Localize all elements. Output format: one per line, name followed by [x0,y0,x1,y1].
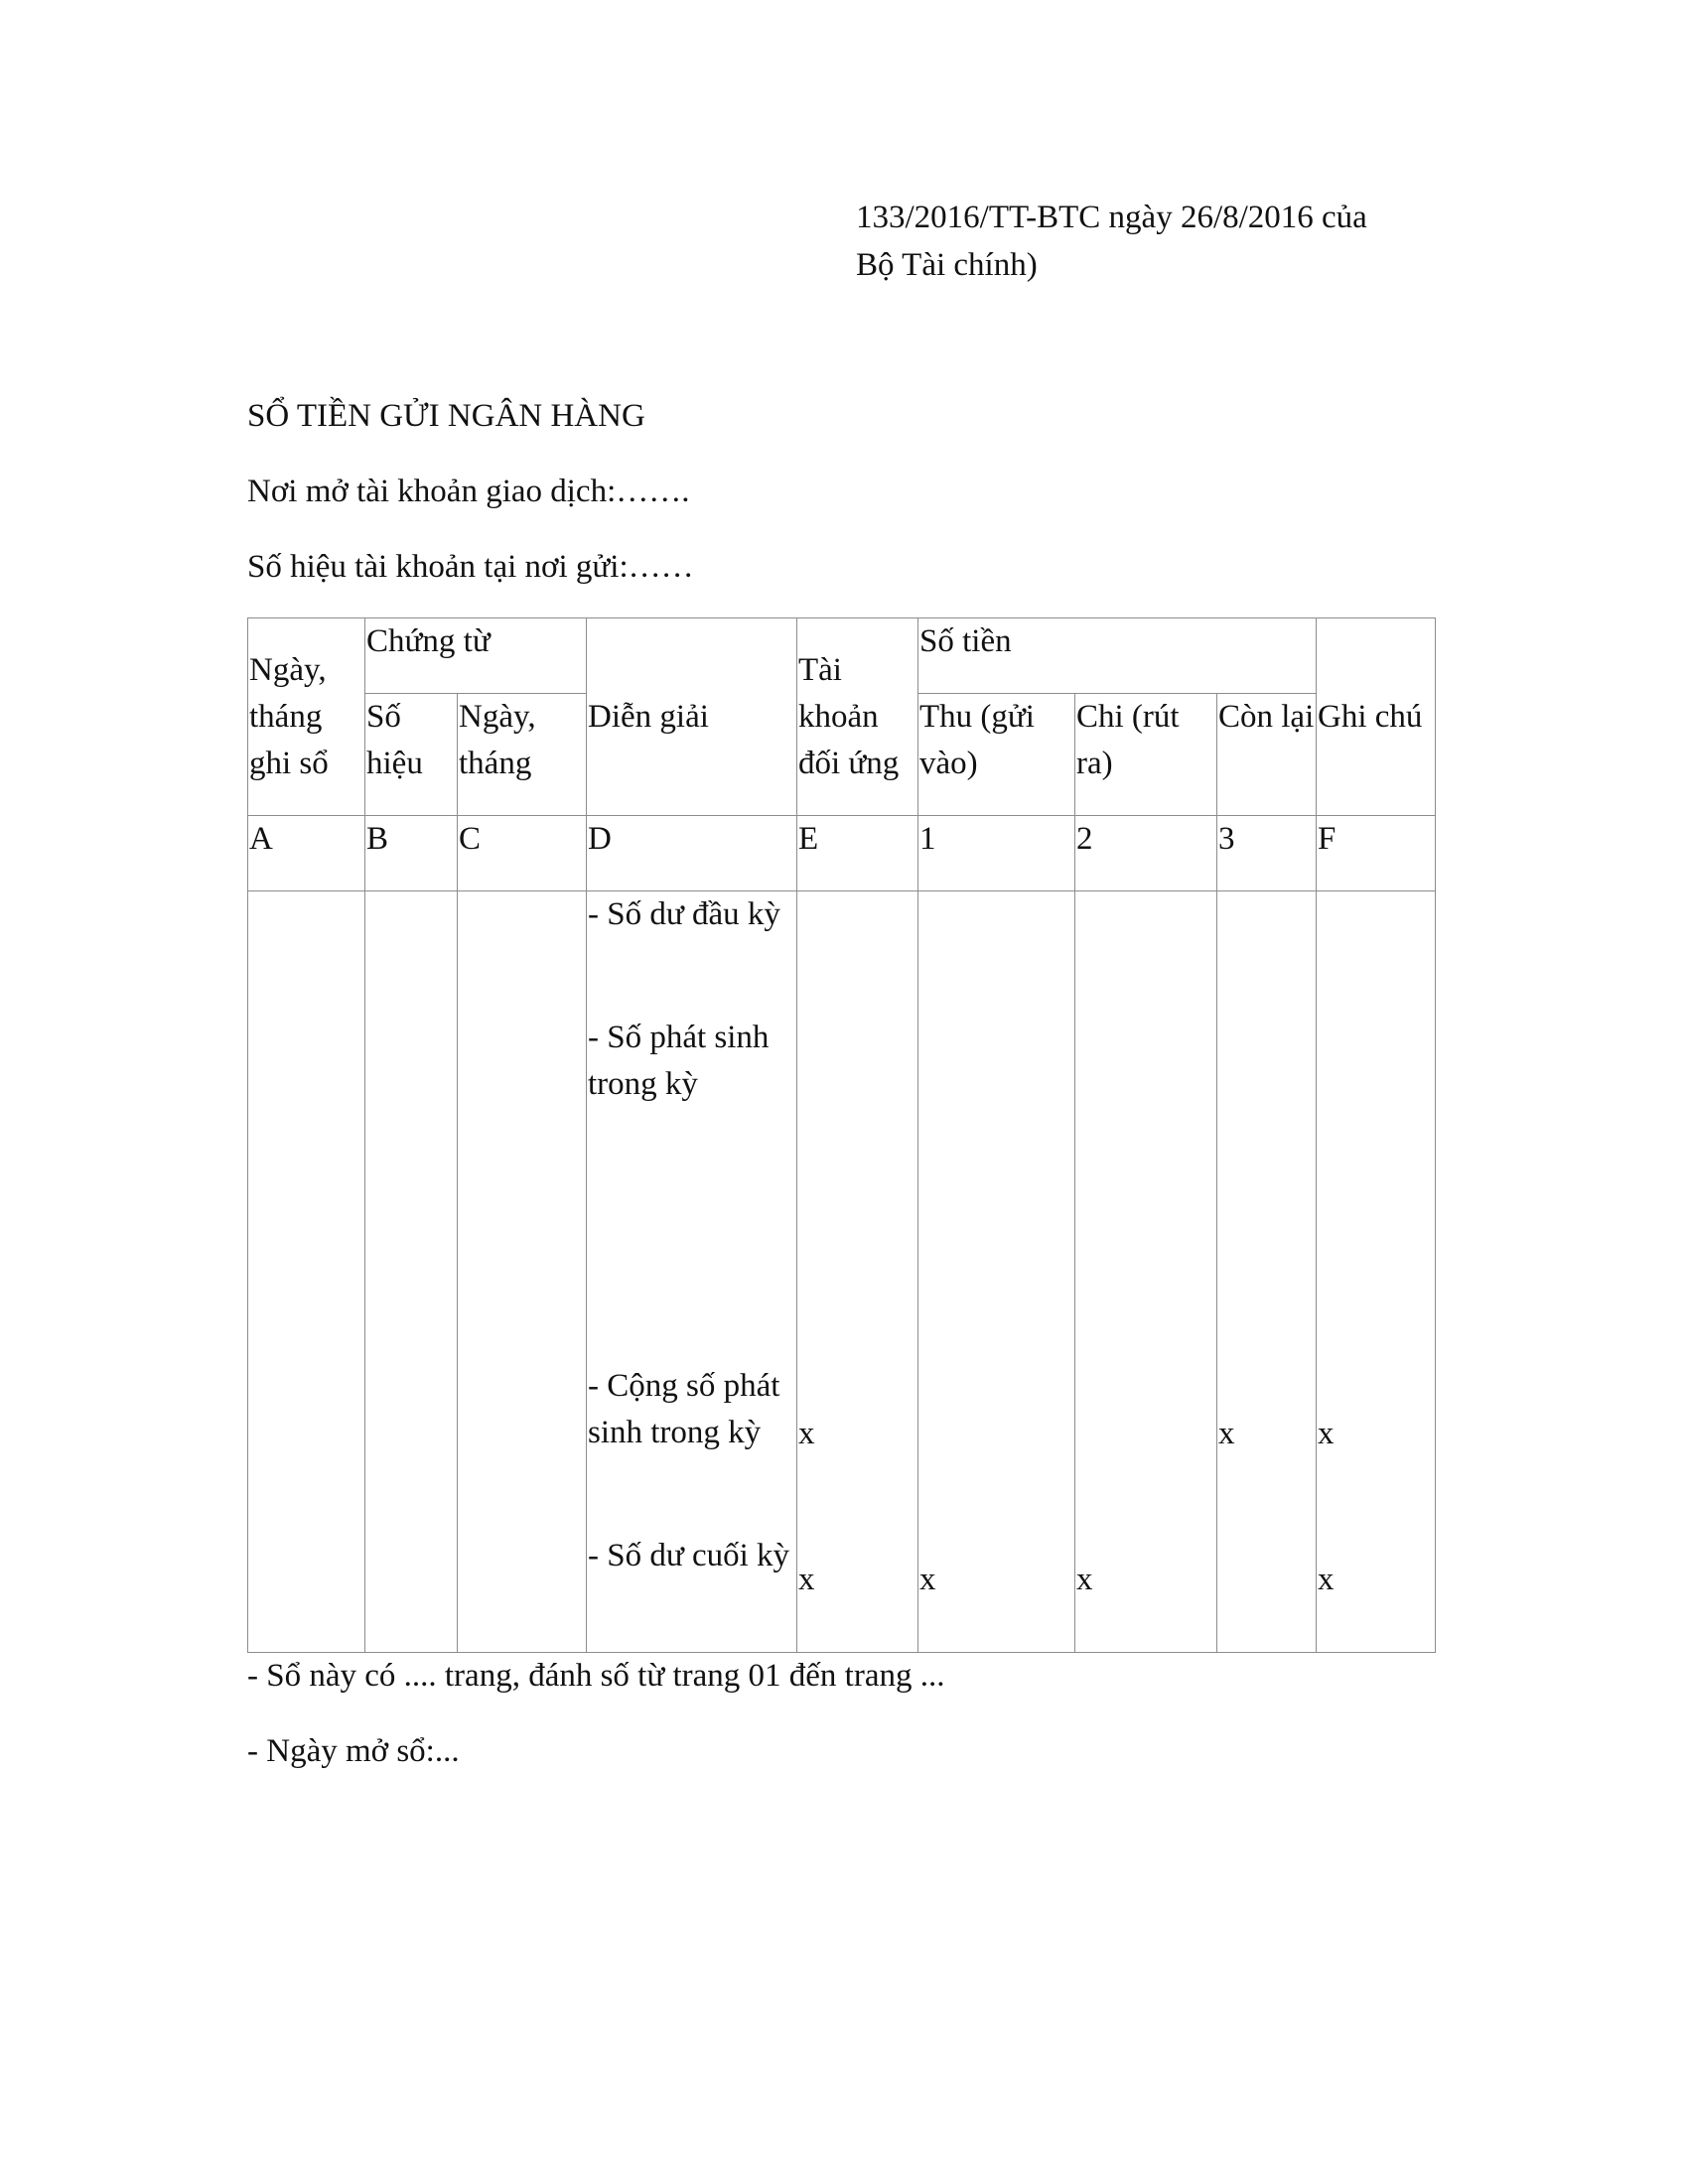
total-counter-account-mark: x [798,1416,815,1451]
column-code: C [458,816,587,891]
column-code: A [248,816,365,891]
header-voucher-number: Số hiệu [365,694,458,816]
bank-deposit-ledger-table [247,617,1436,1653]
account-place-field: Nơi mở tài khoản giao dịch:……. [247,474,690,509]
column-code: F [1317,816,1436,891]
total-note-mark: x [1318,1416,1335,1451]
column-code: B [365,816,458,891]
ledger-body-row [248,891,1436,1653]
period-movements-label: - Số phát sinh trong kỳ [588,1020,770,1102]
header-counter-account: Tài khoản đối ứng [797,618,918,816]
header-receipt: Thu (gửi vào) [918,694,1075,816]
header-date-recorded: Ngày, tháng ghi sổ [248,618,365,816]
header-description: Diễn giải [587,618,797,816]
column-code-row [248,816,1436,891]
closing-note-mark: x [1318,1562,1335,1597]
total-movements-label: - Cộng số phát sinh trong kỳ [588,1368,780,1450]
regulation-reference-line-2: Bộ Tài chính) [856,247,1038,283]
regulation-reference-line-1: 133/2016/TT-BTC ngày 26/8/2016 của [856,200,1367,235]
header-row-1 [248,618,1436,694]
header-voucher-date: Ngày, tháng [458,694,587,816]
closing-balance-label: - Số dư cuối kỳ [588,1538,790,1573]
header-balance: Còn lại [1217,694,1317,816]
body-note-cell [1317,891,1436,1653]
open-date-note: - Ngày mở sổ:... [247,1733,460,1769]
column-code: E [797,816,918,891]
total-balance-mark: x [1218,1416,1235,1451]
header-note: Ghi chú [1317,618,1436,816]
body-receipt-cell [918,891,1075,1653]
header-payment: Chi (rút ra) [1075,694,1217,816]
body-balance-cell [1217,891,1317,1653]
body-date-recorded-cell [248,891,365,1653]
opening-balance-label: - Số dư đầu kỳ [588,896,780,932]
account-number-field: Số hiệu tài khoản tại nơi gửi:…… [247,549,694,585]
column-code: 2 [1075,816,1217,891]
column-code: 3 [1217,816,1317,891]
column-code: D [587,816,797,891]
body-voucher-number-cell [365,891,458,1653]
closing-payment-mark: x [1076,1562,1093,1597]
body-payment-cell [1075,891,1217,1653]
body-description-cell [587,891,797,1653]
page-count-note: - Sổ này có .... trang, đánh số từ trang 01 đến trang ... [247,1658,945,1694]
document-title: SỔ TIỀN GỬI NGÂN HÀNG [247,398,645,434]
body-voucher-date-cell [458,891,587,1653]
column-code: 1 [918,816,1075,891]
body-counter-account-cell [797,891,918,1653]
closing-receipt-mark: x [919,1562,936,1597]
closing-counter-account-mark: x [798,1562,815,1597]
header-voucher: Chứng từ [365,618,587,694]
header-amount: Số tiền [918,618,1317,694]
